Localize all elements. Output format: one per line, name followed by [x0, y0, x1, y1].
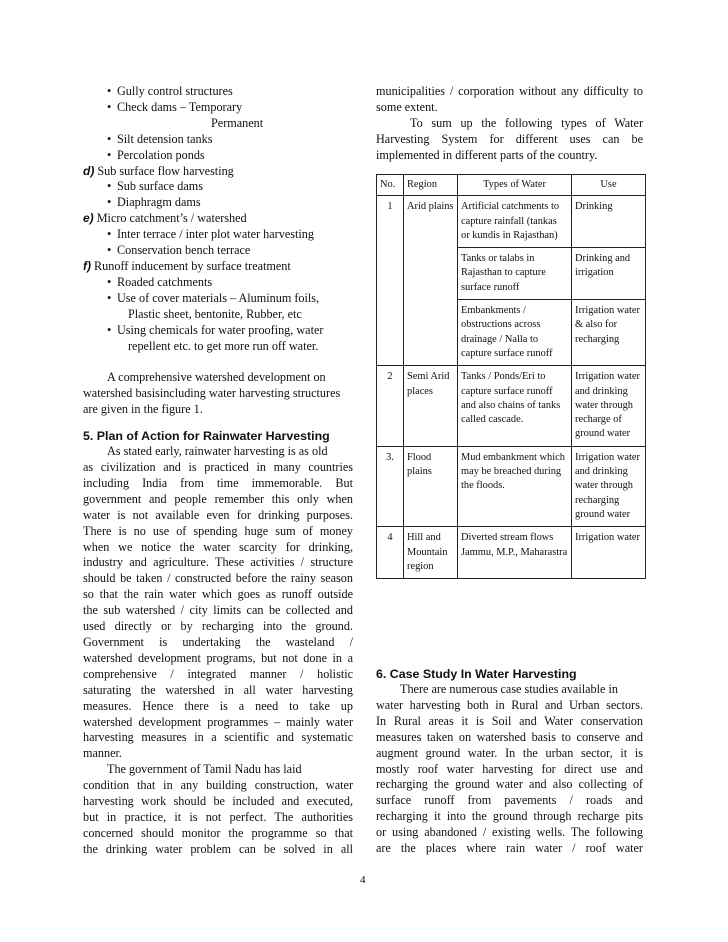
paragraph-line: but in practice, it is not perfect. The authorities: [83, 809, 353, 824]
list-item: • Conservation bench terrace: [83, 243, 353, 259]
paragraph-line: Harvesting System for different uses can be: [376, 131, 643, 146]
paragraph-line: are the places where rain water / roof water: [376, 841, 643, 856]
paragraph-line: A comprehensive watershed development on: [107, 370, 326, 385]
paragraph-line: industry and agriculture. These activities / structure: [83, 555, 353, 570]
table-cell: Irrigation water: [572, 527, 646, 579]
table-header-cell: Types of Water: [458, 175, 572, 196]
paragraph-line: augment ground water. In the urban sector, it is: [376, 745, 643, 760]
paragraph-line: saturating the watershed in all water harvesting: [83, 682, 353, 697]
section-d-text: Sub surface flow harvesting: [97, 163, 234, 178]
paragraph-line: In Rural areas it is Soil and Water conservation: [376, 713, 643, 728]
table-header-cell: Region: [404, 175, 458, 196]
table-row: [377, 196, 646, 248]
paragraph-line: surface runoff from pavements / roads and: [376, 793, 643, 808]
list-item: • Diaphragm dams: [83, 195, 353, 211]
table-header-cell: Use: [572, 175, 646, 196]
section-e-text: Micro catchment’s / watershed: [96, 211, 247, 226]
section-e: [83, 211, 353, 227]
table-row: [377, 527, 646, 579]
table-cell: 4: [377, 527, 404, 579]
list-item: • Check dams – Temporary: [83, 100, 353, 116]
section-d: [83, 164, 353, 180]
list-item: • Inter terrace / inter plot water harvesting: [83, 227, 353, 243]
list-item-continuation: Plastic sheet, bentonite, Rubber, etc: [128, 306, 302, 321]
paragraph-line: watershed basisincluding water harvesting structures: [83, 386, 341, 401]
paragraph-line: some extent.: [376, 99, 438, 114]
section-f-label: f): [83, 258, 91, 273]
table-cell: Irrigation water and drinking water through recharge of ground water: [572, 366, 646, 446]
paragraph-line: municipalities / corporation without any difficulty to: [376, 84, 643, 98]
table-cell: Embankments / obstructions across drainage / Nalla to capture surface runoff: [458, 300, 572, 366]
table-cell: Mud embankment which may be breached during the floods.: [458, 446, 572, 526]
paragraph-line: Government is undertaking the wasteland /: [83, 635, 353, 649]
water-harvesting-table: [376, 174, 646, 579]
table-cell: Diverted stream flows Jammu, M.P., Maharastra: [458, 527, 572, 579]
paragraph-line: measures. Hence there is a need to take up: [83, 698, 353, 713]
section-6-heading: 6. Case Study In Water Harvesting: [376, 667, 577, 681]
table-cell: 1: [377, 196, 404, 248]
table-cell: Flood plains: [404, 446, 458, 526]
list-item-continuation: repellent etc. to get more run off water.: [128, 338, 319, 353]
paragraph-line: when we notice the water scarcity for drinking,: [83, 539, 353, 554]
paragraph-line: As stated early, rainwater harvesting is as old: [107, 444, 328, 459]
paragraph-line: condition that in any building construction, water: [83, 778, 353, 793]
section-e-label: e): [83, 211, 94, 226]
table-row: [377, 366, 646, 446]
paragraph-line: used directly or by recharging into the ground.: [83, 619, 353, 634]
table-cell: Drinking and irrigation: [572, 248, 646, 300]
list-item: • Silt detension tanks: [83, 132, 353, 148]
list-item: • Using chemicals for water proofing, water: [83, 323, 353, 339]
paragraph-line: should be taken / constructed before the rainy season: [83, 571, 353, 586]
right-column-top: [376, 84, 643, 164]
table-cell: [377, 300, 404, 366]
paragraph-line: harvesting work should be included and executed,: [83, 794, 353, 809]
table-cell: Irrigation water & also for recharging: [572, 300, 646, 366]
paragraph-line: the sub watershed / city limits can be collected and: [83, 603, 353, 618]
paragraph-line: mostly roof water harvesting for direct use and: [376, 761, 643, 776]
paragraph-line: concerned should monitor the programme so that: [83, 825, 353, 840]
paragraph-line: recharging the ground water and also collecting of: [376, 777, 643, 792]
paragraph-line: so that the rain water which goes as runoff outside: [83, 587, 353, 602]
list-item: • Gully control structures: [83, 84, 353, 100]
paragraph-line: implemented in different parts of the country.: [376, 147, 598, 162]
table-row: [377, 248, 646, 300]
paragraph-line: measures taken on watershed basis to conserve and: [376, 729, 643, 744]
paragraph-line: watershed development programmes – mainly water: [83, 714, 353, 729]
table-cell: [404, 248, 458, 300]
paragraph-line: government and people remember this only when: [83, 491, 353, 506]
table-row: [377, 300, 646, 366]
section-5-heading: 5. Plan of Action for Rainwater Harvesting: [83, 429, 330, 444]
list-item-continuation: Permanent: [211, 115, 264, 130]
table-cell: 2: [377, 366, 404, 446]
list-item: • Sub surface dams: [83, 179, 353, 195]
table-row: [377, 446, 646, 526]
table-cell: 3.: [377, 446, 404, 526]
left-column: [83, 84, 353, 858]
table-cell: [377, 248, 404, 300]
table-cell: Irrigation water and drinking water through recharging ground water: [572, 446, 646, 526]
paragraph-line: are given in the figure 1.: [83, 402, 203, 417]
table-cell: Hill and Mountain region: [404, 527, 458, 579]
section-f-text: Runoff inducement by surface treatment: [94, 258, 291, 273]
paragraph-line: or using abandoned / existing wells. The following: [376, 825, 643, 840]
table-cell: Tanks / Ponds/Eri to capture surface runoff and also chains of tanks called cascade.: [458, 366, 572, 446]
paragraph-line: including India from time immemorable. But: [83, 475, 353, 490]
paragraph-line: To sum up the following types of Water: [410, 115, 643, 130]
paragraph-line: comprehensive / integrated manner / holistic: [83, 666, 353, 681]
right-column-bottom: [376, 666, 643, 857]
table-cell: [404, 300, 458, 366]
paragraph-line: watershed development programs, but not done in a: [83, 650, 353, 665]
paragraph-line: the drinking water problem can be solved in all: [83, 841, 353, 856]
paragraph-line: manner.: [83, 746, 122, 761]
paragraph-line: water harvesting both in Rural and Urban sectors.: [376, 697, 643, 712]
table-cell: Semi Arid places: [404, 366, 458, 446]
paragraph-line: recharging it into the ground through recharge pits: [376, 809, 643, 824]
paragraph-line: as civilization and is practiced in many countries: [83, 460, 353, 475]
list-item: • Roaded catchments: [83, 275, 353, 291]
table-header-cell: No.: [377, 175, 404, 196]
table-cell: Arid plains: [404, 196, 458, 248]
section-d-label: d): [83, 163, 95, 178]
list-item: • Use of cover materials – Aluminum foils,: [83, 291, 353, 307]
paragraph-line: There are numerous case studies available in: [400, 682, 618, 696]
paragraph-line: water is not available even for drinking purposes.: [83, 507, 353, 522]
table-cell: Artificial catchments to capture rainfall (tankas or kundis in Rajasthan): [458, 196, 572, 248]
list-item: • Percolation ponds: [83, 148, 353, 164]
table-cell: Tanks or talabs in Rajasthan to capture surface runoff: [458, 248, 572, 300]
table-cell: Drinking: [572, 196, 646, 248]
section-f: [83, 259, 353, 275]
paragraph-line: There is no use of spending huge sum of money: [83, 523, 353, 538]
paragraph-line: harvesting measures in a scientific and systematic: [83, 730, 353, 745]
paragraph-line: The government of Tamil Nadu has laid: [107, 762, 302, 777]
table-header-row: [377, 175, 646, 196]
page-number: 4: [360, 874, 366, 886]
